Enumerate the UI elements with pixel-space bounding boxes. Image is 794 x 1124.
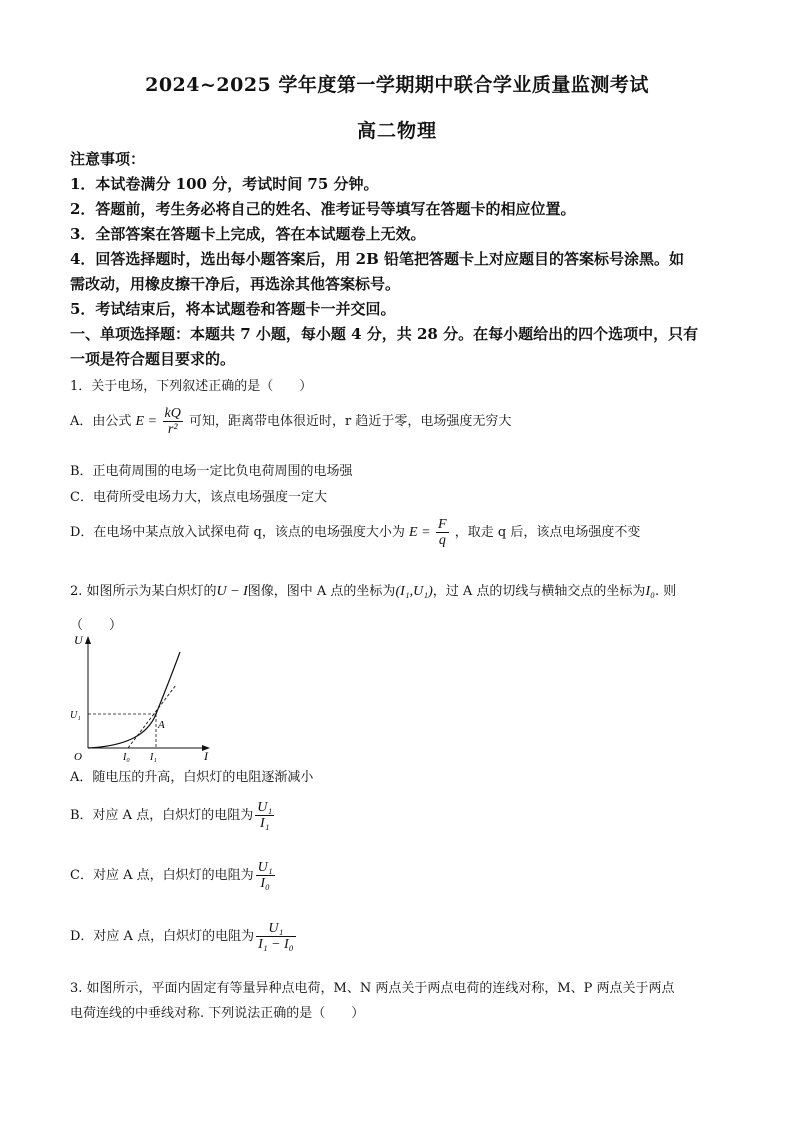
q2-b-num: U₁ bbox=[257, 800, 273, 815]
q1-a-num: kQ bbox=[164, 406, 181, 421]
q1-a-den: r² bbox=[167, 422, 178, 437]
i1-label: I₁ bbox=[150, 752, 157, 763]
q1-a-fraction bbox=[163, 406, 183, 437]
q1-stem: 1．关于电场，下列叙述正确的是（ ） bbox=[70, 379, 313, 394]
u-i-curve bbox=[88, 652, 180, 748]
q2-b-den: I₁ bbox=[259, 816, 270, 831]
q2-option-a: A．随电压的升高，白炽灯的电阻逐渐减小 bbox=[70, 770, 314, 785]
q2-option-c bbox=[70, 860, 730, 891]
q2-stem-part2: 图像，图中 A 点的坐标为 bbox=[247, 584, 396, 599]
q2-c-den: I₀ bbox=[260, 876, 270, 891]
q2-paren: （ ） bbox=[70, 618, 123, 633]
exam-subject: 高二物理 bbox=[356, 120, 437, 142]
q2-d-den: I₁ − I₀ bbox=[258, 937, 294, 952]
q2-d-num: U₁ bbox=[256, 921, 296, 937]
tangent-line bbox=[128, 685, 176, 748]
section-heading: 一、单项选择题：本题共 7 小题，每小题 4 分，共 28 分。在每小题给出的四个选项中，只有 bbox=[70, 325, 699, 343]
q2-u-i-graph bbox=[68, 630, 218, 765]
q3-stem-line1: 3. 如图所示，平面内固定有等量异种点电荷，M、N 两点关于两点电荷的连线对称，M、P 两点关于两点 bbox=[70, 981, 675, 996]
point-a-label: A bbox=[158, 719, 165, 731]
section-heading-cont: 一项是符合题目要求的。 bbox=[70, 350, 236, 368]
q2-option-b bbox=[70, 800, 730, 831]
q2-stem-i0: I₀ bbox=[645, 584, 655, 599]
i0-label: I₀ bbox=[123, 752, 130, 763]
q2-stem-part1: 2. 如图所示为某白炽灯的 bbox=[70, 584, 217, 599]
q2-stem-part4: . 则 bbox=[654, 584, 677, 599]
origin-label: O bbox=[74, 751, 82, 763]
q2-c-fraction bbox=[256, 860, 275, 891]
x-axis-label: I bbox=[204, 749, 208, 763]
q2-d-prefix: D．对应 A 点，白炽灯的电阻为 bbox=[70, 929, 255, 944]
notice-item-4: 4．回答选择题时，选出每小题答案后，用 2B 铅笔把答题卡上对应题目的答案标号涂黑。如 bbox=[70, 250, 685, 268]
q1-d-prefix: D．在电场中某点放入试探电荷 q，该点的电场强度大小为 bbox=[70, 525, 405, 540]
q2-option-d bbox=[70, 921, 730, 952]
q2-stem bbox=[70, 580, 730, 600]
q1-option-b: B．正电荷周围的电场一定比负电荷周围的电场强 bbox=[70, 464, 353, 479]
q1-d-fraction bbox=[436, 517, 449, 548]
notice-item-2: 2．答题前，考生务必将自己的姓名、准考证号等填写在答题卡的相应位置。 bbox=[70, 200, 576, 218]
notice-heading: 注意事项： bbox=[70, 150, 146, 168]
q2-b-fraction bbox=[255, 800, 274, 831]
q1-d-num: F bbox=[438, 517, 447, 532]
q1-d-den: q bbox=[438, 533, 446, 548]
q2-stem-part3: ，过 A 点的切线与横轴交点的坐标为 bbox=[432, 584, 646, 599]
q1-d-suffix: ，取走 q 后，该点电场强度不变 bbox=[454, 525, 641, 540]
q2-d-fraction bbox=[256, 921, 296, 952]
q3-stem-line2: 电荷连线的中垂线对称. 下列说法正确的是（ ） bbox=[70, 1006, 365, 1021]
exam-title: 2024~2025 学年度第一学期期中联合学业质量监测考试 bbox=[145, 74, 649, 96]
q1-option-d: D．在电场中某点放入试探电荷 q，该点的电场强度大小为 E = $\frac{F}{q}$ ，取走 q 后，该点电场强度不变 bbox=[70, 517, 641, 548]
notice-item-5: 5．考试结束后，将本试题卷和答题卡一并交回。 bbox=[70, 300, 396, 318]
q1-option-a: A．由公式 E = $\frac{kQ}{\text{r²}}$ 可知，距离带电体很近时，r 趋近于零，电场强度无穷大 bbox=[70, 406, 512, 437]
notice-item-3: 3．全部答案在答题卡上完成，答在本试题卷上无效。 bbox=[70, 225, 426, 243]
notice-item-4-cont: 需改动，用橡皮擦干净后，再选涂其他答案标号。 bbox=[70, 275, 401, 293]
u1-label: U₁ bbox=[70, 710, 81, 721]
q1-option-c: C．电荷所受电场力大，该点电场强度一定大 bbox=[70, 490, 327, 505]
q2-c-prefix: C．对应 A 点，白炽灯的电阻为 bbox=[70, 868, 254, 883]
q2-c-num: U₁ bbox=[257, 860, 273, 875]
q1-a-prefix: A．由公式 bbox=[70, 414, 132, 429]
q2-b-prefix: B．对应 A 点，白炽灯的电阻为 bbox=[70, 808, 254, 823]
y-axis-arrow-icon bbox=[85, 636, 91, 644]
y-axis-label: U bbox=[74, 633, 83, 647]
q1-a-suffix: 可知，距离带电体很近时，r 趋近于零，电场强度无穷大 bbox=[189, 414, 512, 429]
q2-stem-coord: (I₁,U₁) bbox=[395, 584, 433, 599]
q2-stem-ui: U − I bbox=[216, 584, 248, 599]
notice-item-1: 1．本试卷满分 100 分，考试时间 75 分钟。 bbox=[70, 175, 379, 193]
q1-d-lhs: E bbox=[409, 525, 418, 540]
q1-a-lhs: E bbox=[135, 414, 145, 429]
